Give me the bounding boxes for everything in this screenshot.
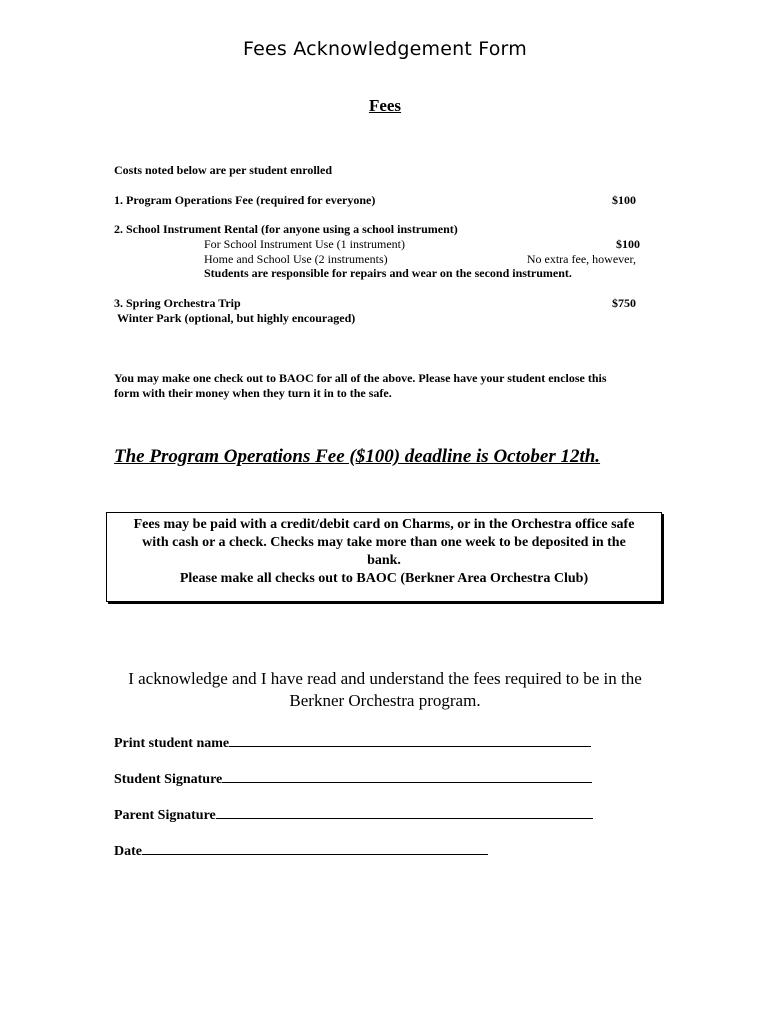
item3-label: 3. Spring Orchestra Trip [114, 296, 241, 310]
parent-signature-line[interactable] [216, 805, 593, 819]
parent-signature-label: Parent Signature [114, 808, 216, 823]
payment-info-line: Please make all checks out to BAOC (Berkner Area Orchestra Club) [179, 571, 589, 586]
acknowledgement-line: I acknowledge and I have read and understand the fees required to be in the [128, 669, 642, 688]
payment-info-line: bank. [367, 553, 401, 568]
item1-label: 1. Program Operations Fee (required for everyone) [114, 193, 376, 207]
item2-sub1-amount: $100 [616, 237, 640, 251]
item3-sublabel: Winter Park (optional, but highly encouraged) [117, 311, 356, 325]
item2-sub2-note: No extra fee, however, [526, 252, 636, 266]
form-title: Fees Acknowledgement Form [243, 38, 527, 60]
student-name-line[interactable] [229, 733, 591, 747]
item2-sub1-label: For School Instrument Use (1 instrument) [204, 237, 405, 251]
date-field[interactable] [114, 841, 488, 860]
parent-signature-field[interactable] [114, 805, 593, 824]
payment-info-box [106, 512, 662, 602]
payment-info-line: Fees may be paid with a credit/debit card on Charms, or in the Orchestra office safe [133, 517, 635, 532]
date-label: Date [114, 844, 142, 859]
check-note-line2: form with their money when they turn it in to the safe. [114, 386, 392, 400]
acknowledgement-line: Berkner Orchestra program. [289, 691, 481, 710]
item3-amount: $750 [612, 296, 636, 310]
item2-label: 2. School Instrument Rental (for anyone using a school instrument) [114, 222, 458, 236]
student-signature-label: Student Signature [114, 772, 223, 787]
student-signature-line[interactable] [222, 769, 592, 783]
date-line[interactable] [142, 841, 488, 855]
item1-amount: $100 [612, 193, 636, 207]
check-note-line1: You may make one check out to BAOC for all of the above. Please have your student enclose this [114, 371, 607, 385]
student-signature-field[interactable] [114, 769, 592, 788]
costs-note: Costs noted below are per student enrolled [114, 163, 333, 177]
item2-sub2-label: Home and School Use (2 instruments) [204, 252, 388, 266]
payment-info-line: with cash or a check. Checks may take more than one week to be deposited in the [142, 535, 626, 550]
item2-responsibility: Students are responsible for repairs and wear on the second instrument. [204, 266, 572, 280]
deadline-notice: The Program Operations Fee ($100) deadline is October 12th. [114, 446, 601, 467]
fees-heading: Fees [368, 96, 402, 115]
student-name-field[interactable] [114, 733, 591, 752]
acknowledgement-statement [0, 668, 770, 712]
student-name-label: Print student name [114, 736, 230, 751]
